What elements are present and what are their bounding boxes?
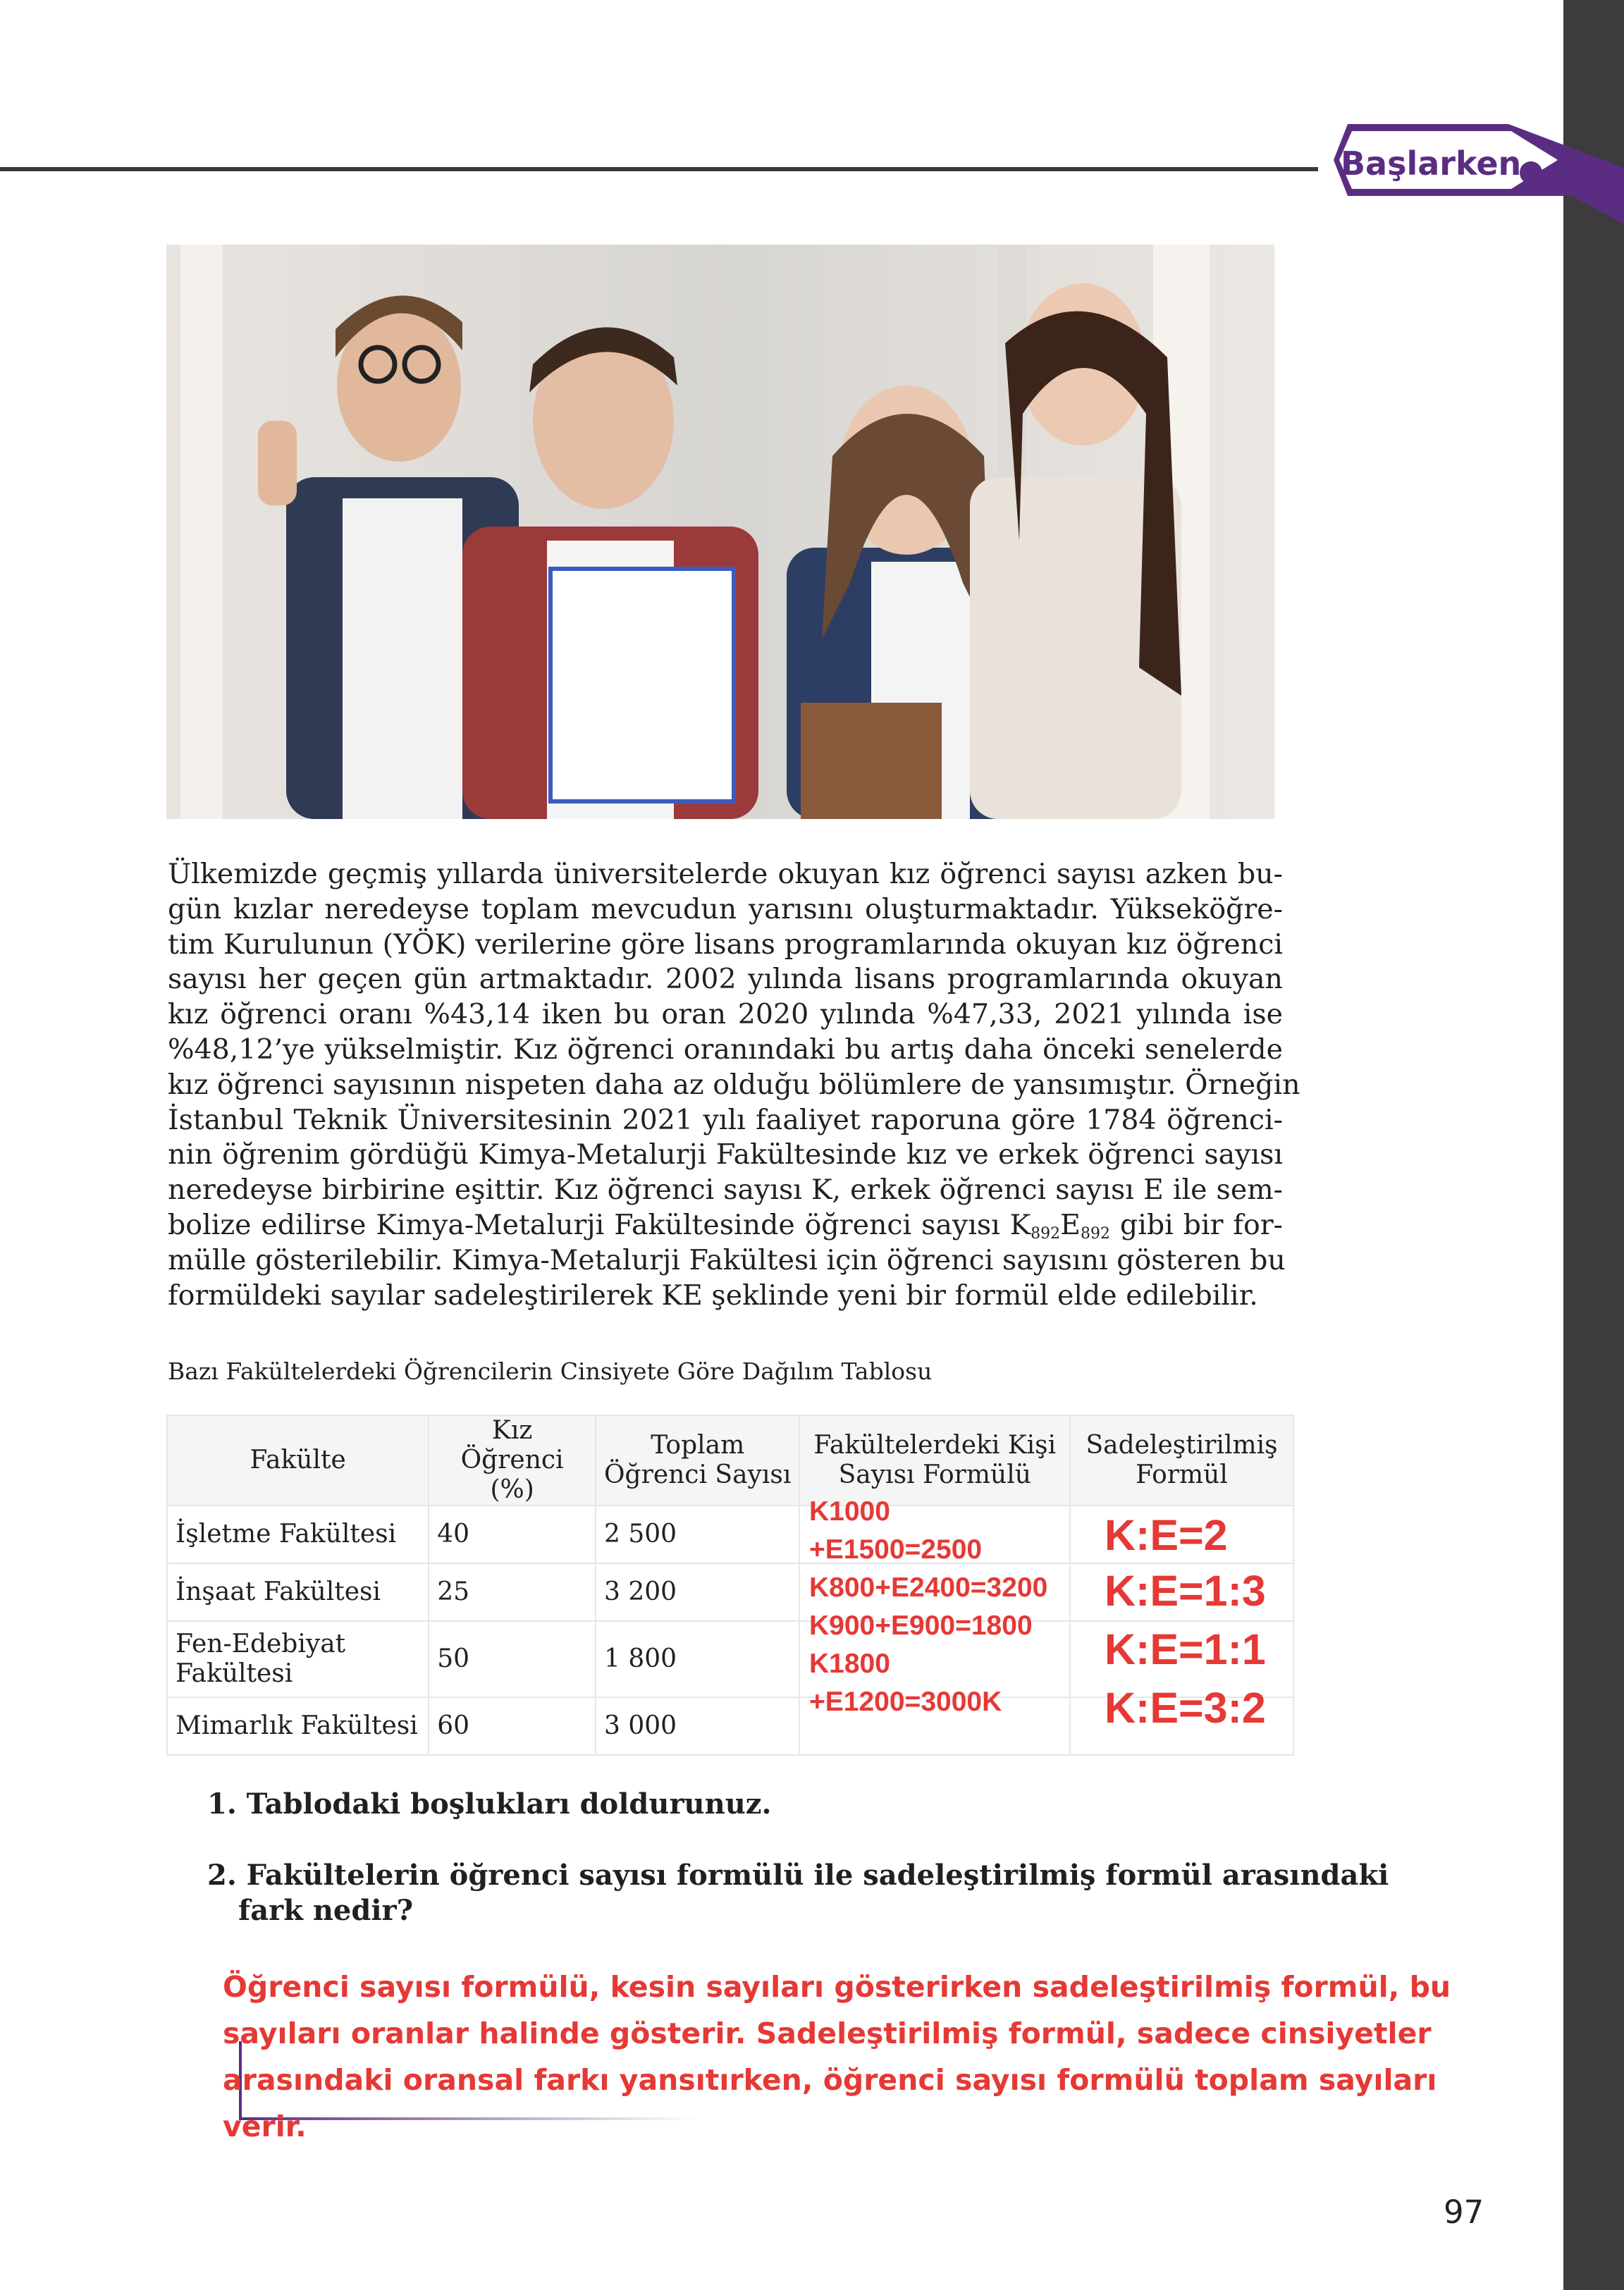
page-number: 97: [1444, 2193, 1484, 2231]
paragraph-line: formüldeki sayılar sadeleştirilerek KE şeklinde yeni bir formül elde edilebilir.: [168, 1279, 1258, 1312]
paragraph-line-formula: bolize edilirse Kimya-Metalurji Fakültesinde öğrenci sayısı $K_{892}E_{892}$ gibi bir for-: [168, 1208, 1283, 1243]
handwritten-answer: Öğrenci sayısı formülü, kesin sayıları gösterirken sadeleştirilmiş formül, bu sayıları oranlar halinde gösterir. Sadeleştirilmiş formül, sadece cinsiyetler arasındaki oransal farkı yansıtırken, öğrenci sayısı formülü toplam sayıları verir.: [223, 1970, 1451, 2143]
header-rule: [0, 167, 1318, 171]
paragraph-line: %48,12’ye yükselmiştir. Kız öğrenci oranındaki bu artış daha önceki senelerde: [168, 1033, 1283, 1066]
cell-girls: 60: [429, 1697, 596, 1755]
handwritten-formula: +E1200=3000K: [809, 1687, 1002, 1717]
paragraph-line: kız öğrenci oranı %43,14 iken bu oran 2020 yılında %47,33, 2021 yılında ise: [168, 998, 1283, 1031]
handwritten-ratio: K:E=3:2: [1105, 1684, 1266, 1732]
header-total: Toplam Öğrenci Sayısı: [596, 1415, 800, 1506]
cell-girls: 50: [429, 1621, 596, 1697]
cell-total: 3 000: [596, 1697, 800, 1755]
paragraph-line: mülle gösterilebilir. Kimya-Metalurji Fakültesi için öğrenci sayısını gösteren bu: [168, 1243, 1286, 1276]
handwritten-ratio: K:E=1:3: [1105, 1567, 1266, 1615]
cell-faculty: İnşaat Fakültesi: [167, 1563, 429, 1621]
cell-faculty: Mimarlık Fakültesi: [167, 1697, 429, 1755]
paragraph-line: tim Kurulunun (YÖK) verilerine göre lisans programlarında okuyan kız öğrenci: [168, 928, 1283, 961]
cell-total: 1 800: [596, 1621, 800, 1697]
cell-total: 2 500: [596, 1506, 800, 1563]
paragraph-line: sayısı her geçen gün artmaktadır. 2002 yılında lisans programlarında okuyan: [168, 963, 1283, 996]
section-label: Başlarken: [1341, 144, 1522, 183]
table-caption: Bazı Fakültelerdeki Öğrencilerin Cinsiyete Göre Dağılım Tablosu: [168, 1358, 933, 1385]
paragraph-line: Ülkemizde geçmiş yıllarda üniversitelerde okuyan kız öğrenci sayısı azken bu-: [168, 858, 1283, 890]
page-edge-bar: [1563, 0, 1624, 2290]
header-formula: Fakültelerdeki Kişi Sayısı Formülü: [799, 1415, 1070, 1506]
formula-k: K: [1009, 1208, 1031, 1241]
table-header-row: [167, 1415, 1293, 1506]
question-2-cont: fark nedir?: [238, 1894, 414, 1927]
handwritten-ratio: K:E=1:1: [1105, 1625, 1266, 1673]
header-girls: Kız Öğrenci (%): [429, 1415, 596, 1506]
students-photo: [166, 245, 1274, 819]
handwritten-formula: K800+E2400=3200: [809, 1572, 1048, 1603]
handwritten-formula: K900+E900=1800: [809, 1611, 1033, 1641]
handwritten-formula: +E1500=2500: [809, 1534, 983, 1565]
header-simplified: Sadeleştirilmiş Formül: [1070, 1415, 1293, 1506]
paragraph-line: neredeyse birbirine eşittir. Kız öğrenci sayısı K, erkek öğrenci sayısı E ile sem-: [168, 1174, 1283, 1207]
paragraph-line: gün kızlar neredeyse toplam mevcudun yarısını oluşturmaktadır. Yükseköğre-: [168, 892, 1283, 925]
header-faculty: Fakülte: [167, 1415, 429, 1506]
question-1: 1. Tablodaki boşlukları doldurunuz.: [207, 1787, 772, 1821]
cell-faculty: İşletme Fakültesi: [167, 1506, 429, 1563]
intro-paragraph: [168, 857, 1300, 1313]
paragraph-line: İstanbul Teknik Üniversitesinin 2021 yılı faaliyet raporuna göre 1784 öğrenci-: [168, 1103, 1283, 1136]
paragraph-line: kız öğrenci sayısının nispeten daha az olduğu bölümlere de yansımıştır. Örneğin: [168, 1068, 1300, 1101]
cell-girls: 25: [429, 1563, 596, 1621]
handwritten-formula: K1000: [809, 1496, 890, 1527]
cell-total: 3 200: [596, 1563, 800, 1621]
cell-girls: 40: [429, 1506, 596, 1563]
formula-e: E: [1060, 1208, 1081, 1241]
handwritten-ratio: K:E=2: [1105, 1511, 1228, 1559]
cell-faculty: Fen-Edebiyat Fakültesi: [167, 1621, 429, 1697]
paragraph-line: nin öğrenim gördüğü Kimya-Metalurji Fakültesinde kız ve erkek öğrenci sayısı: [168, 1138, 1283, 1171]
question-2: 2. Fakültelerin öğrenci sayısı formülü ile sadeleştirilmiş formül arasındaki: [207, 1859, 1389, 1892]
handwritten-formula: K1800: [809, 1649, 890, 1679]
